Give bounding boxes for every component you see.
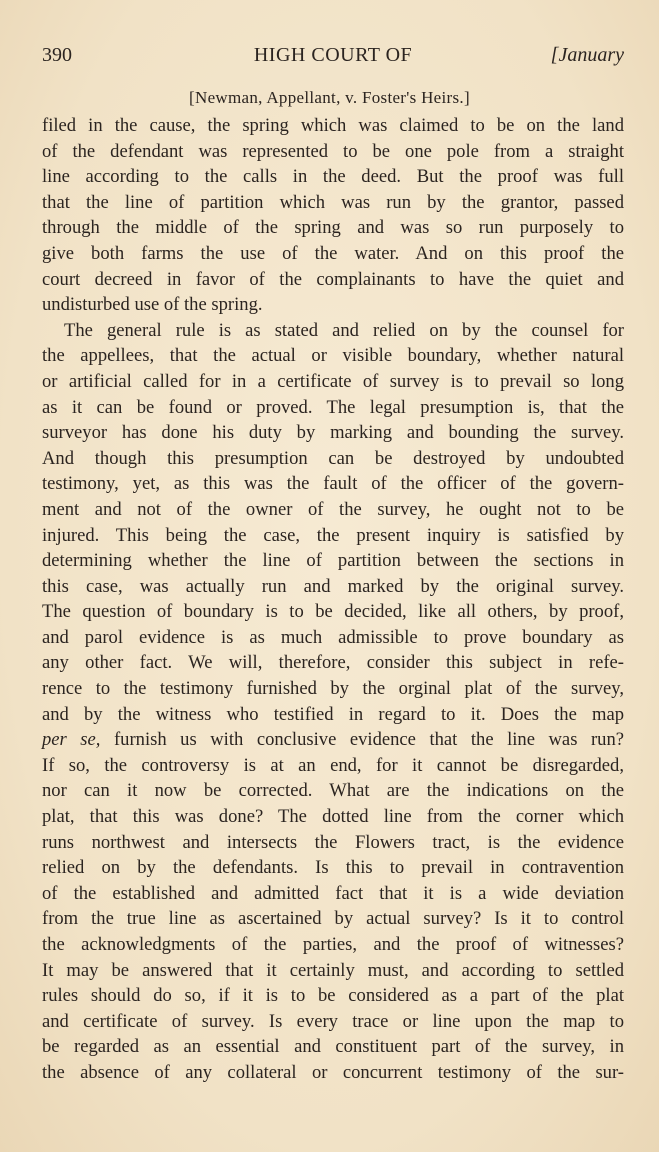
text-line: and certificate of survey. Is every trace or line upon the map to <box>42 1010 624 1032</box>
text-line: of the established and admitted fact that it is a wide deviation <box>42 882 624 904</box>
text-line-with-italic <box>42 727 624 753</box>
text-line: runs northwest and intersects the Flowers tract, is the evidence <box>42 831 624 853</box>
page-header <box>42 44 624 72</box>
text-line: rules should do so, if it is to be considered as a part of the plat <box>42 985 624 1007</box>
text-line: undisturbed use of the spring. <box>42 294 263 316</box>
text-line: testimony, yet, as this was the fault of the officer of the govern- <box>42 473 624 495</box>
text-line: of the defendant was represented to be one pole from a straight <box>42 140 624 162</box>
italic-phrase: per se, <box>42 729 101 751</box>
text-line: nor can it now be corrected. What are the indications on the <box>42 780 624 802</box>
case-caption: [Newman, Appellant, v. Foster's Heirs.] <box>189 88 470 107</box>
text-line: It may be answered that it certainly must, and according to settled <box>42 959 624 981</box>
text-line: If so, the controversy is at an end, for it cannot be disregarded, <box>42 754 624 776</box>
text-line: and parol evidence is as much admissible to prove boundary as <box>42 626 624 648</box>
text-line: and by the witness who testified in regard to it. Does the map <box>42 703 624 725</box>
running-date: [January <box>550 44 624 66</box>
text-line: rence to the testimony furnished by the orginal plat of the survey, <box>42 678 624 700</box>
text-line: court decreed in favor of the complainants to have the quiet and <box>42 268 624 290</box>
text-line: from the true line as ascertained by actual survey? Is it to control <box>42 908 624 930</box>
text-line: filed in the cause, the spring which was claimed to be on the land <box>42 115 624 136</box>
text-line: give both farms the use of the water. And on this proof the <box>42 242 624 264</box>
text-line: line according to the calls in the deed. But the proof was full <box>42 166 624 188</box>
text-line: through the middle of the spring and was so run purposely to <box>42 217 624 239</box>
text-line: the absence of any collateral or concurrent testimony of the sur- <box>42 1061 624 1083</box>
text-line: determining whether the line of partition between the sections in <box>42 550 624 572</box>
body-text <box>42 113 624 1086</box>
text-line: be regarded as an essential and constituent part of the survey, in <box>42 1036 624 1058</box>
text-line: And though this presumption can be destroyed by undoubted <box>42 447 624 469</box>
text-line: injured. This being the case, the present inquiry is satisfied by <box>42 524 624 546</box>
text-line: that the line of partition which was run by the grantor, passed <box>42 191 624 213</box>
text-line: surveyor has done his duty by marking and bounding the survey. <box>42 422 624 444</box>
text-line: plat, that this was done? The dotted line from the corner which <box>42 806 624 828</box>
text-line: this case, was actually run and marked by the original survey. <box>42 575 624 597</box>
text-line: any other fact. We will, therefore, consider this subject in refe- <box>42 652 624 674</box>
page-number: 390 <box>42 44 72 66</box>
text-line: as it can be found or proved. The legal presumption is, that the <box>42 396 624 418</box>
text-line: The question of boundary is to be decided, like all others, by proof, <box>42 601 624 623</box>
text-line: ment and not of the owner of the survey, he ought not to be <box>42 498 624 520</box>
text-line: the acknowledgments of the parties, and the proof of witnesses? <box>42 934 624 955</box>
text-line: or artificial called for in a certificate of survey is to prevail so long <box>42 370 624 392</box>
text-line-rest: furnish us with conclusive evidence that the line was run? <box>113 729 624 751</box>
text-line: the appellees, that the actual or visible boundary, whether natural <box>42 345 624 367</box>
text-line: relied on by the defendants. Is this to prevail in contravention <box>42 857 624 879</box>
text-line: The general rule is as stated and relied on by the counsel for <box>64 319 624 341</box>
running-title: HIGH COURT OF <box>253 44 413 66</box>
